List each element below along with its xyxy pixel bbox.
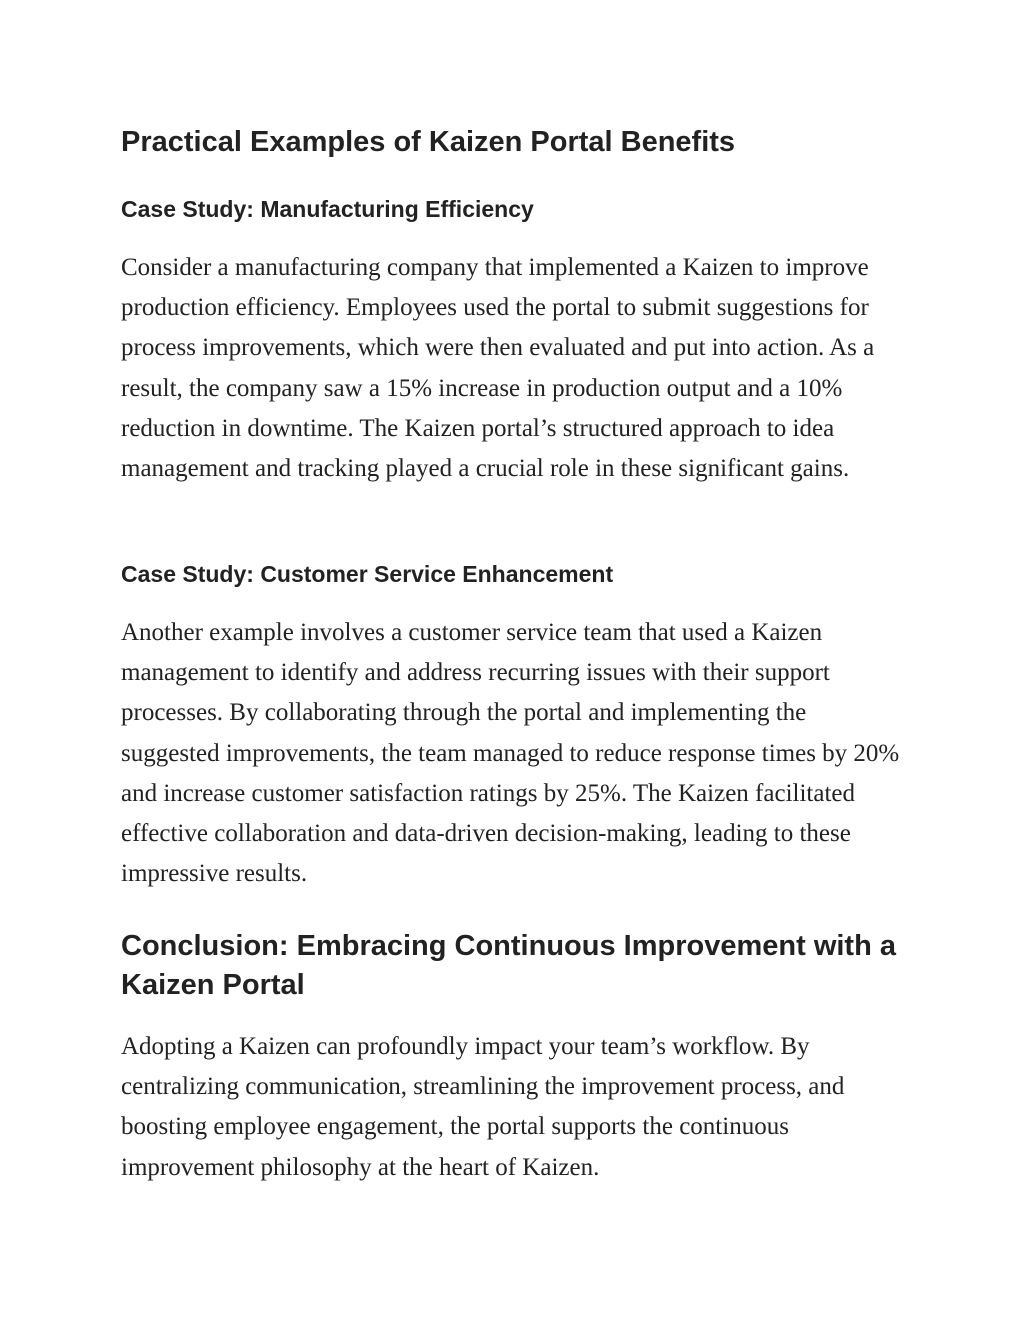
case-study-heading-manufacturing: Case Study: Manufacturing Efficiency <box>121 196 534 222</box>
conclusion-body: Adopting a Kaizen can profoundly impact your team’s workflow. By centralizing communication, streamlining the improvement process, and boosting employee engagement, the portal supports the continuous improvement philosophy at the heart of Kaizen. <box>121 1033 845 1181</box>
section-heading-practical-examples: Practical Examples of Kaizen Portal Benefits <box>121 126 736 158</box>
case-study-heading-customer-service: Case Study: Customer Service Enhancement <box>121 561 614 587</box>
case-study-body-customer-service: Another example involves a customer service team that used a Kaizen management to identify and address recurring issues with their support processes. By collaborating through the portal and implementing the suggested improvements, the team managed to reduce response times by 20% and increase customer satisfaction ratings by 25%. The Kaizen facilitated effective collaboration and data-driven decision-making, leading to these impressive results. <box>121 619 900 888</box>
conclusion-heading: Conclusion: Embracing Continuous Improvement with a Kaizen Portal <box>121 930 896 1001</box>
case-study-body-manufacturing: Consider a manufacturing company that implemented a Kaizen to improve production efficiency. Employees used the portal to submit suggestions for process improvements, which were then evaluated and put into action. As a result, the company saw a 15% increase in production output and a 10% reduction in downtime. The Kaizen portal’s structured approach to idea management and tracking played a crucial role in these significant gains. <box>121 254 875 483</box>
